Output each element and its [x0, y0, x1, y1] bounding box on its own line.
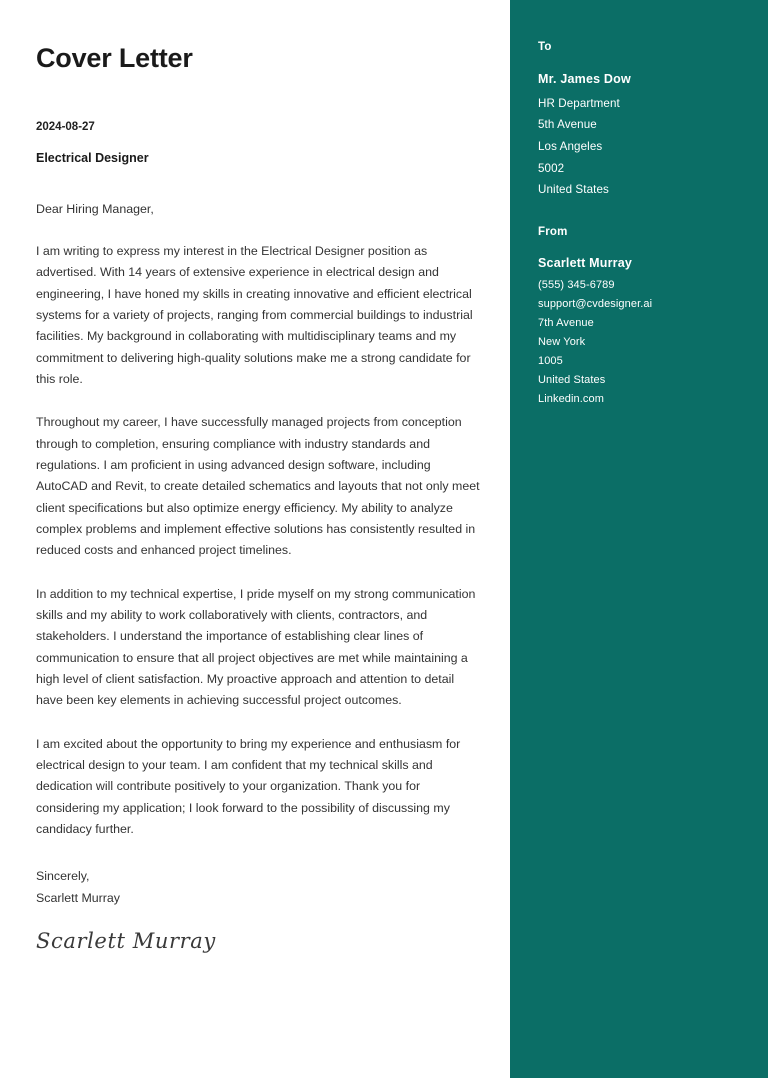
contact-sidebar: [510, 0, 768, 1078]
letter-salutation: Dear Hiring Manager,: [36, 201, 154, 216]
sender-line: United States: [538, 373, 606, 386]
sender-linkedin[interactable]: Linkedin.com: [538, 392, 605, 405]
recipient-line: United States: [538, 183, 609, 197]
letter-paragraph: Throughout my career, I have successfully managed projects from conception through to completion, ensuring compliance with industry standards and regulations. I am proficient in using advanced design software, including AutoCAD and Revit, to create detailed schematics and layouts that not only meet client specifications but also optimize energy efficiency. My ability to analyze complex problems and implement effective solutions has consistently resulted in reduced costs and enhanced project timelines.: [36, 415, 480, 558]
sender-heading: From: [538, 225, 568, 238]
sender-line: New York: [538, 335, 586, 348]
sender-line: 1005: [538, 354, 563, 367]
page-title: Cover Letter: [36, 43, 193, 73]
closing-name: Scarlett Murray: [36, 890, 120, 905]
letter-date: 2024-08-27: [36, 120, 95, 133]
letter-closing: [36, 866, 482, 909]
letter-job-title: Electrical Designer: [36, 150, 149, 165]
letter-paragraph: I am writing to express my interest in the Electrical Designer position as advertised. With 14 years of extensive experience in electrical design and engineering, I have honed my skills in creating innovative and efficient electrical systems for a variety of projects, ranging from commercial buildings to industrial facilities. My background in collaborating with multidisciplinary teams and my commitment to delivering high-quality solutions make me a strong candidate for this role.: [36, 244, 473, 387]
recipient-line: 5th Avenue: [538, 118, 597, 132]
sender-block: [538, 225, 768, 405]
recipient-name: Mr. James Dow: [538, 71, 631, 86]
letter-paragraph: In addition to my technical expertise, I pride myself on my strong communication skills and my ability to work collaboratively with clients, contractors, and stakeholders. I understand the importance of establishing clear lines of communication to ensure that all project objectives are met while maintaining a high level of client satisfaction. My proactive approach and attention to detail have been key elements in achieving successful project outcomes.: [36, 586, 476, 708]
recipient-block: [538, 40, 768, 196]
recipient-heading: To: [538, 41, 552, 53]
sender-phone: (555) 345-6789: [538, 278, 615, 291]
signature: Scarlett Murray: [36, 928, 216, 953]
sender-name: Scarlett Murray: [538, 255, 633, 270]
recipient-line: HR Department: [538, 96, 620, 110]
recipient-line: 5002: [538, 161, 565, 175]
sender-line: 7th Avenue: [538, 316, 594, 329]
letter-main-column: [36, 0, 482, 954]
recipient-line: Los Angeles: [538, 140, 603, 153]
sender-email[interactable]: support@cvdesigner.ai: [538, 297, 653, 310]
closing-word: Sincerely,: [36, 869, 90, 884]
letter-paragraph: I am excited about the opportunity to bring my experience and enthusiasm for electrical design to your team. I am confident that my technical skills and dedication will contribute positively to your organization. Thank you for considering my application; I look forward to the possibility of discussing my candidacy further.: [36, 736, 461, 836]
